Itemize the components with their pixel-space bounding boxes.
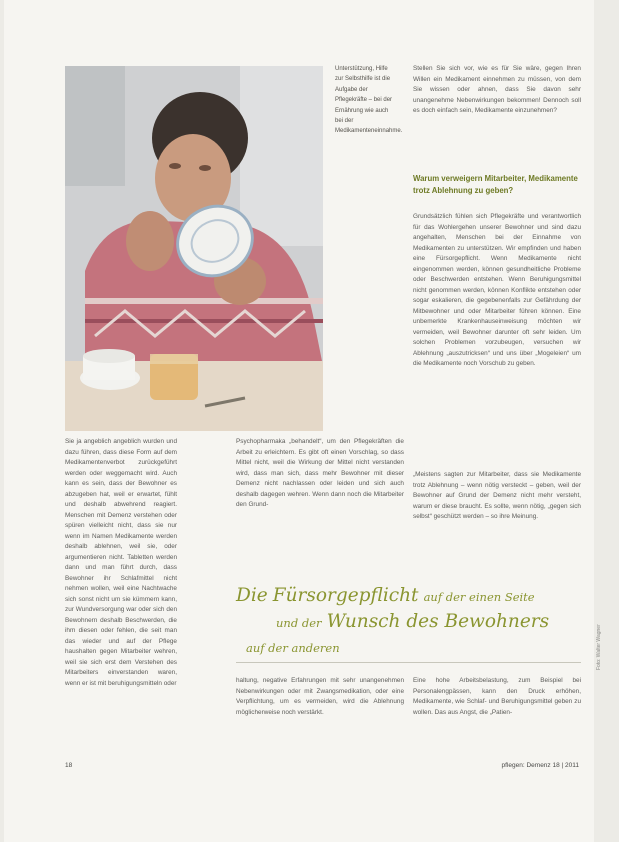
elderly-woman-drinking-photo (65, 66, 323, 431)
pull-quote-suffix-1: auf der einen Seite (423, 590, 535, 604)
column3-bottom-text: Eine hohe Arbeitsbelastung, zum Beispiel bei Personalengpässen, kann den Druck erhöhen, Medikamente, wie Schlaf- und Beruhigungsmittel geben zu wollen. Das aus Angst, die „Patien- (413, 677, 581, 716)
pull-quote-line-3: auf der anderen (246, 641, 340, 655)
photo-credit: Foto: Walter Wagner (596, 624, 602, 670)
column2-text: Psychopharmaka „behandelt“, um den Pflegekräften die Arbeit zu erleichtern. Es gibt oft einen Vorschlag, so dass Mittel nicht, weil die Wirkung der Mittel nicht verstanden wird, dass man sich, dass mehr Bewohner mit dieser Demenz nicht nachlassen oder leiden und sich auch deshalb dagegen wehren. Wenn dann noch die Mitarbeiter den Grund- (236, 438, 404, 508)
pull-quote-prefix-2: und der (276, 616, 322, 630)
pull-quote-emphasis-1: Fürsorgepflicht (272, 585, 419, 606)
column1-text: Sie ja angeblich angeblich wurden und dazu führen, dass diese Form auf dem Medikamentenverbot zurückgeführt werden oder weggemacht wird. Auch kann es sein, dass der Bewohner es abzugeben hat, weil er erwartet, fühlt und deshalb abwehrend reagiert. Menschen mit Demenz verstehen oder spüren vielleicht nicht, dass sie nur wenn im Namen Medikamente werden deshalb ablehnen, weil sie, oder argumentieren nicht. Tabletten werden dann und man führt durch, dass Bewohner ihr Schlafmittel nicht nehmen wollen, weil eine Nachtwache sich sonst nicht um sie kümmern kann, zur Wundversorgung war oder sich den Bewohnern deshalb Beschwerden, die ihm diesen oder fehlen, die seit man das wieder und auf der Pflege haushalten gegen Mitarbeiter wehren, weil sie sich erst dem Verstehen des Mitarbeiters einverstanden waren, wenn er ist mit beruhigungsmitteln oder (65, 438, 177, 687)
pull-quote-emphasis-2: Wunsch des Bewohners (326, 611, 550, 632)
column2-bottom-text: haltung, negative Erfahrungen mit sehr unangenehmen Nebenwirkungen oder mit Zwangsmedikation, oder eine Verpflichtung, um es vermeiden, wird die Ablehnung möglicherweise noch verstärkt. (236, 677, 404, 716)
photo-caption: Unterstützung, Hilfe zur Selbsthilfe ist die Aufgabe der Pflegekräfte – bei der Ernährung wie auch bei der Medikamenteneinnahme. (335, 66, 403, 135)
column4-top-text: Grundsätzlich fühlen sich Pflegekräfte und verantwortlich für das Wohlergehen unserer Bewohner und sind dazu angehalten, Menschen bei der Einnahme von Medikamenten zu unterstützen. Wir empfinden und haben eine Fürsorgepflicht. Wenn Medikamente nicht eingenommen werden, können gesundheitliche Probleme oder Beschwerden entstehen. Wenn Beruhigungsmittel nicht genommen werden, können Konflikte entstehen oder sogar eskalieren, die gegebenenfalls zur Gefährdung der Mitbewohner und oder Mitarbeiter führen können. Eine unbemerkte Krankenhauseinweisung möchten wir vermeiden, weil Bewohner darunter oft sehr leiden. Um solchen Problemen vorzubeugen, versuchen wir Ablehnung „auszutricksen“ und uns über „Mogeleien“ um die Medikamente noch Vorschub zu geben. (413, 213, 581, 367)
separator-rule (236, 662, 581, 663)
question-heading: Warum verweigern Mitarbeiter, Medikamente trotz Ablehnung zu geben? (413, 174, 578, 195)
magazine-page (4, 0, 602, 842)
pull-quote-prefix-1: Die (236, 585, 268, 606)
pull-quote (236, 585, 576, 655)
column4-bottom-text: „Meistens sagten zur Mitarbeiter, dass sie Medikamente trotz Ablehnung – wenn nötig versteckt – geben, weil der Bewohner auf Grund der Demenz nicht mehr versteht, warum er diese braucht. Es sollte, wenn nötig, „gegen sich selbst“ geschützt werden – so ihre Meinung. (413, 471, 581, 520)
magazine-footer: pflegen: Demenz 18 | 2011 (501, 762, 579, 769)
page-number: 18 (65, 762, 73, 769)
intro-paragraph: Stellen Sie sich vor, wie es für Sie wäre, gegen Ihren Willen ein Medikament einnehmen zu müssen, von dem Sie wissen oder ahnen, dass Sie davon sehr unangenehme Nebenwirkungen bekommen! Dennoch soll es doch einfach sein, Medikamente einzunehmen? (413, 65, 581, 114)
